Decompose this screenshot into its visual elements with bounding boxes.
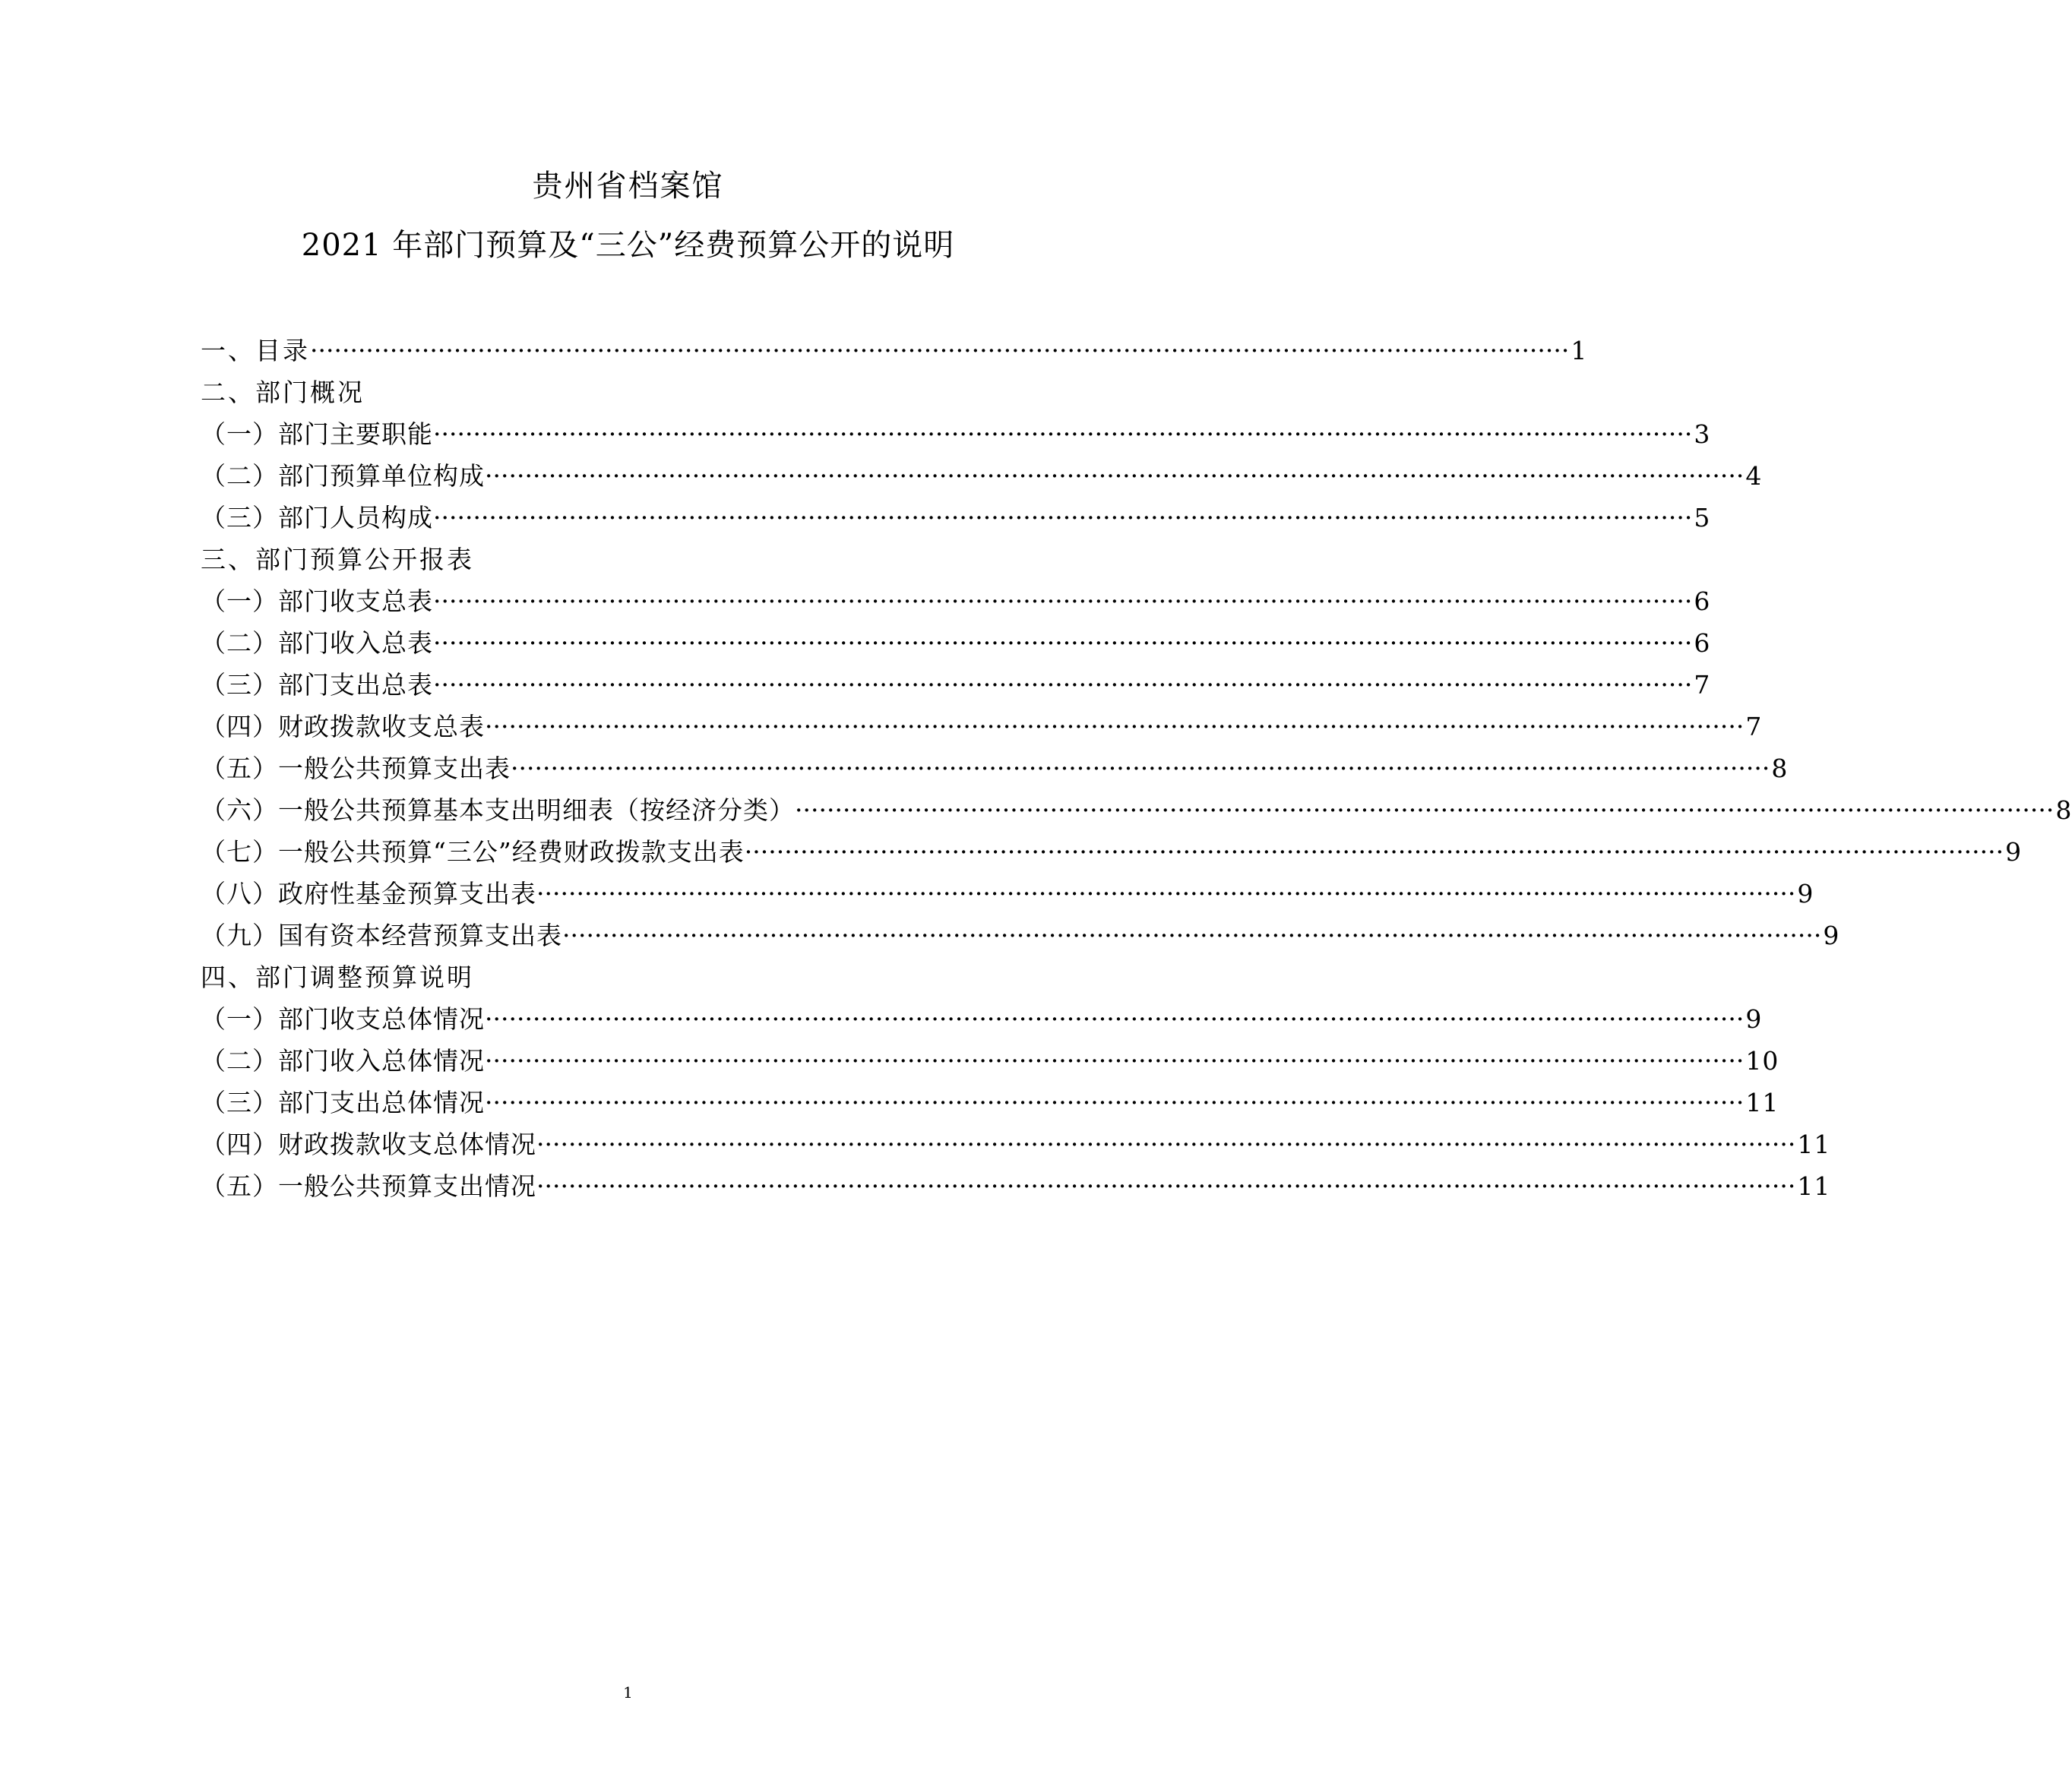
toc-entry-page: 6 bbox=[1694, 586, 1711, 616]
toc-entry-page: 8 bbox=[1771, 754, 1789, 783]
toc-leader-dots bbox=[536, 881, 1795, 906]
toc-leader-dots bbox=[485, 1048, 1744, 1073]
toc-entry[interactable] bbox=[198, 419, 1711, 449]
toc-entry-label: （三）部门支出总表 bbox=[201, 670, 433, 700]
toc-entry-label: （二）部门收入总体情况 bbox=[201, 1046, 485, 1076]
toc-entry-page: 8 bbox=[2055, 795, 2072, 825]
toc-leader-dots bbox=[310, 338, 1569, 363]
footer-page-number: 1 bbox=[623, 1683, 633, 1702]
toc-entry-label: （四）财政拨款收支总体情况 bbox=[201, 1130, 536, 1159]
toc-entry-label: （四）财政拨款收支总表 bbox=[201, 712, 485, 741]
toc-entry-label: 二、部门概况 bbox=[201, 378, 365, 407]
toc-leader-dots bbox=[433, 630, 1692, 656]
toc-leader-dots bbox=[485, 1007, 1744, 1032]
toc-entry-page: 9 bbox=[1745, 1004, 1763, 1034]
toc-leader-dots bbox=[485, 463, 1744, 488]
toc-entry[interactable] bbox=[198, 547, 1058, 572]
toc-leader-dots bbox=[433, 422, 1692, 447]
toc-entry[interactable] bbox=[198, 380, 1058, 405]
toc-entry-page: 11 bbox=[1797, 1171, 1831, 1201]
toc-entry[interactable] bbox=[198, 1171, 1831, 1201]
title-line-2: 2021 年部门预算及“三公”经费预算公开的说明 bbox=[301, 228, 955, 263]
toc-entry-label: （二）部门收入总表 bbox=[201, 628, 433, 658]
toc-entry-label: （九）国有资本经营预算支出表 bbox=[201, 921, 562, 950]
page-title bbox=[198, 163, 1058, 268]
toc-entry-page: 10 bbox=[1745, 1046, 1779, 1076]
toc-entry[interactable] bbox=[198, 628, 1711, 658]
toc-leader-dots bbox=[485, 1090, 1744, 1115]
toc-entry[interactable] bbox=[198, 837, 2023, 867]
toc-entry-label: 四、部门调整预算说明 bbox=[201, 962, 474, 992]
toc-entry[interactable] bbox=[198, 921, 1840, 950]
toc-entry[interactable] bbox=[198, 336, 1590, 365]
toc-entry-page: 6 bbox=[1694, 628, 1711, 658]
toc-leader-dots bbox=[511, 756, 1770, 781]
toc-entry[interactable] bbox=[198, 1046, 1779, 1076]
toc-entry-label: （三）部门支出总体情况 bbox=[201, 1088, 485, 1117]
toc-leader-dots bbox=[485, 714, 1744, 739]
toc-entry-label: （八）政府性基金预算支出表 bbox=[201, 879, 536, 909]
toc-entry-label: （一）部门收支总体情况 bbox=[201, 1004, 485, 1034]
toc-entry[interactable] bbox=[198, 670, 1711, 700]
toc-entry[interactable] bbox=[198, 586, 1711, 616]
toc-entry-page: 5 bbox=[1694, 503, 1711, 532]
toc-entry-label: （五）一般公共预算支出情况 bbox=[201, 1171, 536, 1201]
toc-entry-label: （五）一般公共预算支出表 bbox=[201, 754, 511, 783]
toc-entry[interactable] bbox=[198, 503, 1711, 532]
toc-leader-dots bbox=[795, 798, 2054, 823]
toc-entry-label: （六）一般公共预算基本支出明细表（按经济分类） bbox=[201, 795, 795, 825]
toc-entry-page: 4 bbox=[1745, 461, 1763, 491]
toc-entry-page: 7 bbox=[1745, 712, 1763, 741]
toc-leader-dots bbox=[745, 839, 2004, 864]
toc-leader-dots bbox=[433, 672, 1692, 697]
toc-entry[interactable] bbox=[198, 1088, 1779, 1117]
toc-entry[interactable] bbox=[198, 1130, 1831, 1159]
toc-entry-page: 1 bbox=[1571, 336, 1590, 365]
toc-entry-label: 三、部门预算公开报表 bbox=[201, 545, 474, 574]
toc-entry-page: 9 bbox=[1823, 921, 1840, 950]
toc-entry[interactable] bbox=[198, 754, 1789, 783]
toc-entry-page: 9 bbox=[2005, 837, 2023, 867]
toc-leader-dots bbox=[562, 923, 1821, 948]
toc-entry-label: （三）部门人员构成 bbox=[201, 503, 433, 532]
toc-entry[interactable] bbox=[198, 712, 1763, 741]
toc-entry[interactable] bbox=[198, 962, 1058, 992]
toc-entry[interactable] bbox=[198, 461, 1763, 491]
toc-entry-page: 7 bbox=[1694, 670, 1711, 700]
toc-entry-page: 11 bbox=[1745, 1088, 1779, 1117]
toc-entry-page: 9 bbox=[1797, 879, 1814, 909]
toc-entry-label: （七）一般公共预算“三公”经费财政拨款支出表 bbox=[201, 837, 745, 867]
toc-entry-label: （一）部门收支总表 bbox=[201, 586, 433, 616]
toc-entry[interactable] bbox=[198, 795, 2072, 825]
toc-entry-page: 11 bbox=[1797, 1130, 1831, 1159]
toc-leader-dots bbox=[536, 1174, 1795, 1199]
toc-entry[interactable] bbox=[198, 1004, 1763, 1034]
toc-entry[interactable] bbox=[198, 879, 1814, 909]
toc-entry-label: （二）部门预算单位构成 bbox=[201, 461, 485, 491]
toc-leader-dots bbox=[536, 1132, 1795, 1157]
table-of-contents bbox=[198, 336, 2072, 1201]
toc-entry-page: 3 bbox=[1694, 419, 1711, 449]
toc-entry-label: 一、目录 bbox=[201, 336, 310, 365]
toc-leader-dots bbox=[433, 505, 1692, 530]
toc-entry-label: （一）部门主要职能 bbox=[201, 419, 433, 449]
title-line-1: 贵州省档案馆 bbox=[532, 169, 724, 204]
toc-leader-dots bbox=[433, 589, 1692, 614]
